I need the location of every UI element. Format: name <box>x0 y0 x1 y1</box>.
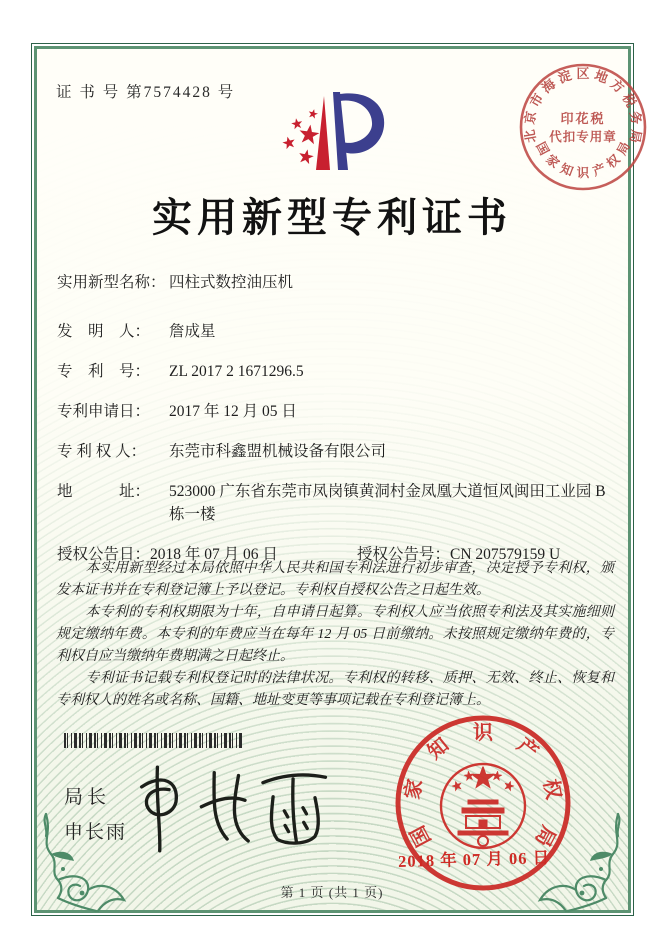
svg-text:国: 国 <box>533 139 552 158</box>
svg-text:知: 知 <box>558 161 576 179</box>
field-label: 地 址： <box>57 483 151 500</box>
field-row-utility-name <box>57 271 614 294</box>
logo-stars <box>281 108 320 165</box>
field-value: 四柱式数控油压机 <box>169 274 294 291</box>
svg-text:权: 权 <box>604 152 623 171</box>
svg-text:产: 产 <box>512 734 543 764</box>
grant-number-label: 授权公告号： <box>357 546 451 563</box>
svg-text:局: 局 <box>614 139 633 158</box>
svg-text:家: 家 <box>543 152 562 171</box>
svg-text:淀: 淀 <box>556 67 574 86</box>
legal-text-block <box>56 558 614 712</box>
field-value: 523000 广东省东莞市凤岗镇黄洞村金凤凰大道恒风闽田工业园 B 栋一楼 <box>169 483 606 523</box>
svg-text:权: 权 <box>538 777 565 802</box>
svg-text:海: 海 <box>538 76 559 96</box>
field-row-patent-number <box>57 360 614 383</box>
field-row-patentee <box>57 440 614 463</box>
svg-text:方: 方 <box>607 76 628 96</box>
field-value: 詹成星 <box>169 323 216 340</box>
field-value: ZL 2017 2 1671296.5 <box>169 363 304 380</box>
svg-text:局: 局 <box>530 821 560 850</box>
director-name: 申长雨 <box>64 822 128 843</box>
logo-blue-p <box>333 92 384 170</box>
tax-stamp-center-line2: 代扣专用章 <box>549 130 617 144</box>
tax-stamp-seal <box>513 57 653 197</box>
svg-text:京: 京 <box>521 109 539 126</box>
svg-text:识: 识 <box>576 166 590 180</box>
svg-text:国: 国 <box>406 821 436 850</box>
field-label: 发 明 人： <box>57 323 151 340</box>
barcode <box>64 733 244 748</box>
legal-paragraph-2: 本专利的专利权期限为十年，自申请日起算。专利权人应当依照专利法及其实施细则规定缴纳年费。本专利的年费应当在每年 12 月 05 日前缴纳。未按照规定缴纳年费的，专利权自应当缴纳年费期满之日起终止。 <box>56 605 614 664</box>
field-row-filing-date <box>57 400 614 423</box>
tax-stamp-ring-bottom-text <box>533 139 633 180</box>
svg-text:区: 区 <box>576 66 590 81</box>
field-label: 实用新型名称： <box>57 274 166 291</box>
field-row-address <box>57 480 614 526</box>
field-value: 2017 年 12 月 05 日 <box>169 403 297 420</box>
svg-text:局: 局 <box>627 128 645 145</box>
legal-paragraph-3: 专利证书记载专利权登记时的法律状况。专利权的转移、质押、无效、终止、恢复和专利权人的姓名或名称、国籍、地址变更等事项记载在专利登记簿上。 <box>56 671 614 708</box>
svg-text:知: 知 <box>423 734 454 764</box>
director-title: 局长 <box>64 787 111 808</box>
field-label: 专 利 权 人： <box>57 443 147 460</box>
legal-paragraph-1: 本实用新型经过本局依照中华人民共和国专利法进行初步审查，决定授予专利权，颁发本证书并在专利登记簿上予以登记。专利权自授权公告之日起生效。 <box>56 561 614 598</box>
svg-text:地: 地 <box>592 67 610 86</box>
grant-date-value: 2018 年 07 月 06 日 <box>150 546 278 563</box>
svg-text:税: 税 <box>619 90 640 110</box>
cnipa-logo <box>273 84 391 184</box>
field-value: 东莞市科鑫盟机械设备有限公司 <box>169 443 387 460</box>
svg-text:市: 市 <box>526 90 547 110</box>
svg-text:识: 识 <box>473 722 493 744</box>
grant-date-label: 授权公告日： <box>57 546 151 563</box>
seal-date: 2018 年 07 月 06 日 <box>397 848 551 871</box>
certificate-title: 实用新型专利证书 <box>152 195 512 240</box>
field-row-inventor <box>57 320 614 343</box>
director-signature-autograph <box>126 746 361 858</box>
certificate-number: 证 书 号 第7574428 号 <box>56 84 236 101</box>
national-emblem <box>441 764 525 848</box>
page-number-footer: 第 1 页 (共 1 页) <box>280 885 384 900</box>
svg-text:北: 北 <box>521 128 539 145</box>
field-label: 专利申请日： <box>57 403 151 420</box>
field-label: 专 利 号： <box>57 363 151 380</box>
svg-text:产: 产 <box>590 161 608 179</box>
certificate-fields <box>57 271 614 566</box>
tax-stamp-center-line1: 印花税 <box>560 111 606 126</box>
svg-text:务: 务 <box>627 109 645 126</box>
grant-number-value: CN 207579159 U <box>450 546 561 563</box>
svg-text:家: 家 <box>401 777 428 802</box>
